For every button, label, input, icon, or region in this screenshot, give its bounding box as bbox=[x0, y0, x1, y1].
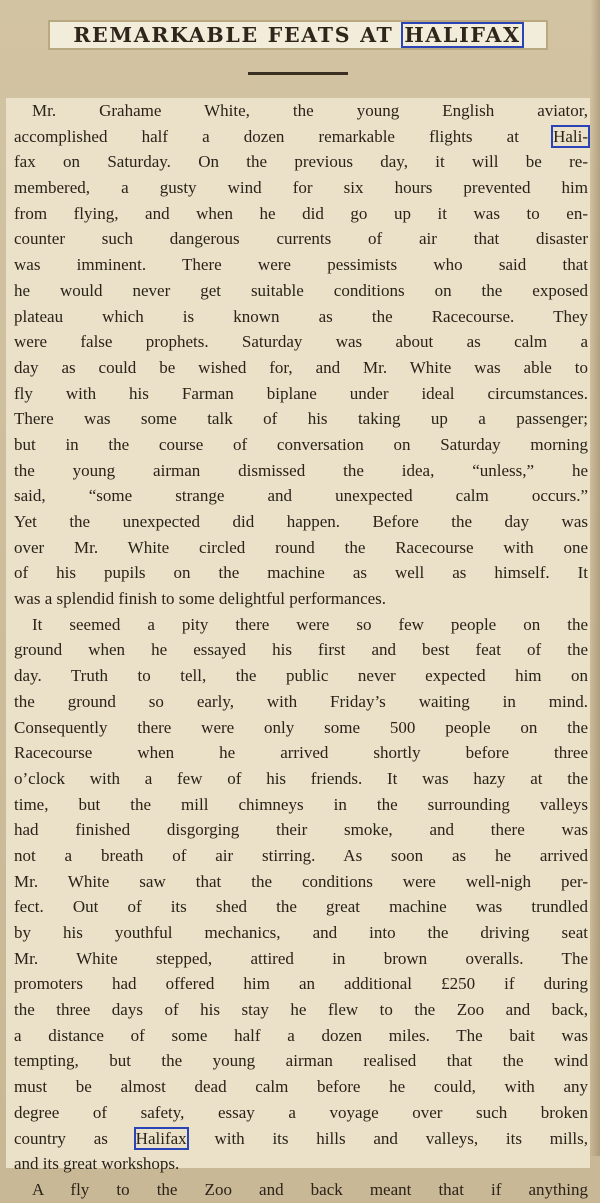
article-line: was a splendid finish to some delightful performances. bbox=[14, 589, 387, 609]
article-line: membered, a gusty wind for six hours prevented him bbox=[14, 178, 588, 198]
article-line: must be almost dead calm before he could, with any bbox=[14, 1077, 588, 1097]
article-line: were false prophets. Saturday was about as calm a bbox=[14, 332, 588, 352]
headline-prefix: REMARKABLE FEATS AT bbox=[73, 23, 403, 47]
line-text: country as bbox=[14, 1128, 136, 1148]
page-edge-shadow bbox=[590, 0, 600, 1156]
line-text: accomplished half a dozen remarkable flights at bbox=[14, 126, 554, 146]
article-line: a distance of some half a dozen miles. The bait was bbox=[14, 1025, 588, 1045]
article-line: the young airman dismissed the idea, “unless,” he bbox=[14, 460, 588, 480]
headline bbox=[50, 20, 546, 50]
article-line: fect. Out of its shed the great machine was trundled bbox=[14, 897, 588, 917]
highlight-halifax: Halifax bbox=[135, 1128, 187, 1148]
article-line: plateau which is known as the Racecourse. They bbox=[14, 306, 588, 326]
article-line: time, but the mill chimneys in the surrounding valleys bbox=[14, 794, 588, 814]
article-line: fly with his Farman biplane under ideal circumstances. bbox=[14, 383, 588, 403]
article-line: by his youthful mechanics, and into the driving seat bbox=[14, 923, 588, 942]
article-line: had finished disgorging their smoke, and there was bbox=[14, 820, 588, 840]
article-line: Mr. White stepped, attired in brown overalls. The bbox=[14, 948, 588, 968]
article-line: o’clock with a few of his friends. It was hazy at the bbox=[14, 768, 588, 788]
headline-strip bbox=[0, 0, 600, 98]
article-line: It seemed a pity there were so few people on the bbox=[32, 614, 588, 634]
article-line: over Mr. White circled round the Racecourse with one bbox=[14, 537, 588, 557]
article-line: There was some talk of his taking up a passenger; bbox=[14, 409, 588, 429]
article-line: Racecourse when he arrived shortly before three bbox=[14, 743, 588, 763]
article-line: but in the course of conversation on Saturday morning bbox=[14, 434, 588, 454]
article-line: from flying, and when he did go up it was to en- bbox=[14, 203, 588, 223]
article-line: fax on Saturday. On the previous day, it will be re- bbox=[14, 152, 588, 172]
article-line: and its great workshops. bbox=[14, 1154, 180, 1174]
article-line: he would never get suitable conditions on the exposed bbox=[14, 280, 588, 300]
article-line bbox=[14, 124, 588, 150]
article-line: was imminent. There were pessimists who said that bbox=[14, 255, 588, 275]
article-line: of his pupils on the machine as well as himself. It bbox=[14, 563, 588, 583]
article-body bbox=[14, 98, 588, 1203]
article-line: day. Truth to tell, the public never expected him on bbox=[14, 666, 588, 686]
headline-divider-rule bbox=[248, 72, 348, 75]
article-line: A fly to the Zoo and back meant that if anything bbox=[32, 1179, 588, 1199]
article-line: the three days of his stay he flew to the Zoo and back, bbox=[14, 1000, 588, 1020]
article-line: counter such dangerous currents of air that disaster bbox=[14, 229, 588, 249]
article-line: Mr. Grahame White, the young English aviator, bbox=[32, 101, 588, 120]
article-line: said, “some strange and unexpected calm occurs.” bbox=[14, 486, 588, 506]
article-line: the ground so early, with Friday’s waiting in mind. bbox=[14, 691, 588, 711]
headline-highlight-halifax: HALIFAX bbox=[404, 23, 521, 47]
highlight-halifax: Hali- bbox=[553, 126, 588, 146]
article-line: promoters had offered him an additional £250 if during bbox=[14, 974, 588, 994]
article-line: degree of safety, essay a voyage over such broken bbox=[14, 1102, 588, 1122]
article-line: ground when he essayed his first and best feat of the bbox=[14, 640, 588, 660]
article-line: Mr. White saw that the conditions were well-nigh per- bbox=[14, 871, 588, 891]
article-line: Consequently there were only some 500 people on the bbox=[14, 717, 588, 737]
article-line: tempting, but the young airman realised that the wind bbox=[14, 1051, 588, 1071]
article-line: not a breath of air stirring. As soon as he arrived bbox=[14, 845, 588, 865]
article-line: day as could be wished for, and Mr. White was able to bbox=[14, 357, 588, 377]
article-line: Yet the unexpected did happen. Before the day was bbox=[14, 512, 588, 531]
article-line bbox=[14, 1126, 588, 1152]
line-text: with its hills and valleys, its mills, bbox=[186, 1128, 589, 1148]
